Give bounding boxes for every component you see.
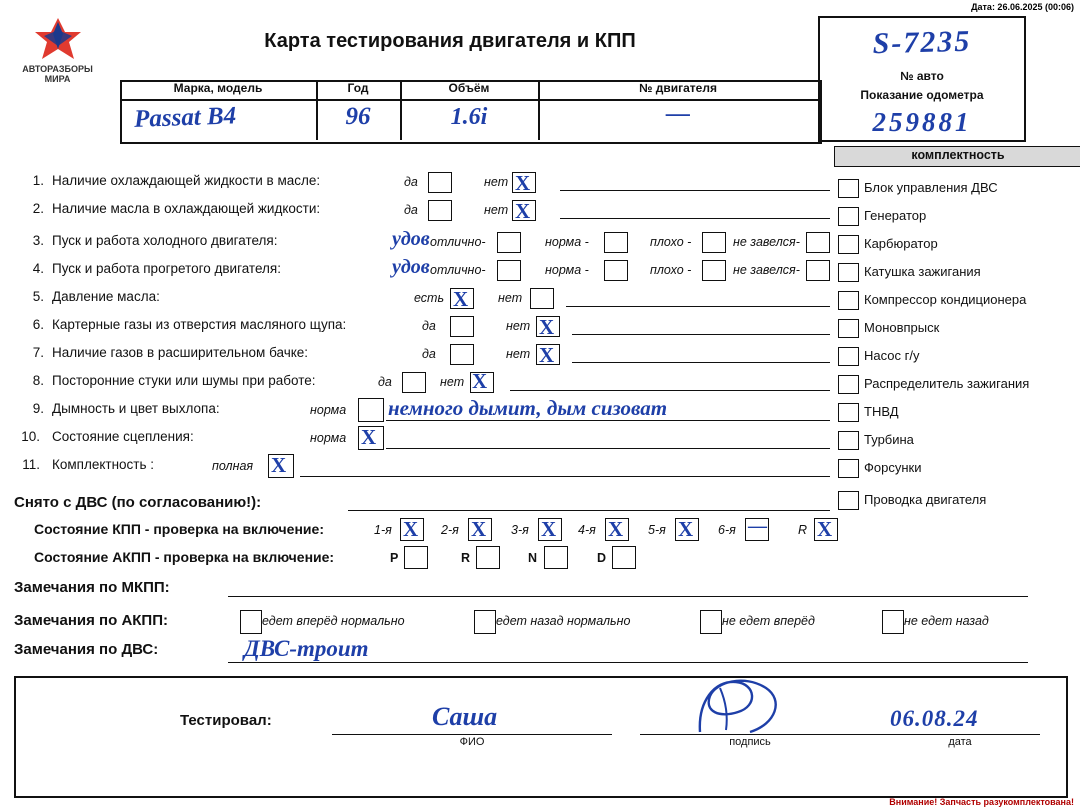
- check-3-opt2-label: плохо -: [650, 235, 692, 249]
- header-val-year: 96: [345, 103, 371, 130]
- signature-caption: подпись: [729, 736, 771, 748]
- check-1-option-yes-label: да: [404, 175, 418, 189]
- check-11-number: 11.: [22, 457, 40, 472]
- akpp-box-p[interactable]: [404, 546, 428, 569]
- check-6-note-line[interactable]: [572, 334, 830, 335]
- complect-label-11: Проводка двигателя: [864, 492, 987, 507]
- gear-label-3: 3-я: [511, 523, 529, 537]
- check-1-label: Наличие охлаждающей жидкости в масле:: [52, 173, 321, 188]
- akpp-box-r[interactable]: [476, 546, 500, 569]
- odometer-value: 259881: [872, 107, 972, 137]
- auto-number-box: [818, 16, 1026, 72]
- complect-label-4: Компрессор кондиционера: [864, 292, 1027, 307]
- name-caption: ФИО: [459, 736, 485, 748]
- gear-label-6: 6-я: [718, 523, 736, 537]
- check-1-option-yes-box[interactable]: [428, 172, 452, 193]
- akpp-note-label-0: едет вперёд нормально: [262, 614, 405, 628]
- gear-mark-r: X: [817, 517, 833, 541]
- check-3-opt3-label: не завелся-: [733, 235, 800, 249]
- check-3-opt0-box[interactable]: [497, 232, 521, 253]
- check-11-label: Комплектность :: [52, 457, 155, 472]
- check-9-label: Дымность и цвет выхлопа:: [52, 401, 220, 416]
- complect-label-6: Насос г/у: [864, 348, 920, 363]
- check-8-opt0-label: да: [378, 375, 392, 389]
- gear-label-5: 5-я: [648, 523, 666, 537]
- tested-by-label: Тестировал:: [180, 712, 272, 729]
- check-5-number: 5.: [32, 289, 44, 304]
- check-6-mark: X: [539, 315, 555, 339]
- check-2-mark: X: [515, 199, 531, 223]
- complect-box-6[interactable]: [838, 347, 859, 366]
- akpp-notes-label: Замечания по АКПП:: [14, 612, 168, 629]
- akpp-label-r: R: [461, 551, 471, 565]
- akpp-note-box-2[interactable]: [700, 610, 722, 634]
- mkpp-notes-label: Замечания по МКПП:: [14, 579, 170, 596]
- complect-label-9: Турбина: [864, 432, 914, 447]
- check-11-mark: X: [271, 453, 287, 477]
- header-col-brand: Марка, модель: [120, 80, 318, 99]
- check-7-mark: X: [539, 343, 555, 367]
- check-8-number: 8.: [32, 373, 44, 388]
- akpp-label-n: N: [528, 551, 538, 565]
- check-7-label: Наличие газов в расширительном бачке:: [52, 345, 309, 360]
- company-logo: [0, 10, 115, 90]
- complect-box-10[interactable]: [838, 459, 859, 478]
- check-10-number: 10.: [21, 429, 40, 444]
- date-line[interactable]: [880, 734, 1040, 735]
- date-caption: дата: [948, 736, 972, 748]
- mkpp-check-label: Состояние КПП - проверка на включение:: [34, 521, 324, 537]
- check-7-opt0-box[interactable]: [450, 344, 474, 365]
- akpp-label-p: P: [390, 551, 399, 565]
- akpp-note-box-1[interactable]: [474, 610, 496, 634]
- gear-label-1: 1-я: [374, 523, 392, 537]
- check-4-opt0-label: отлично-: [430, 263, 486, 277]
- check-1-note-line[interactable]: [560, 190, 830, 191]
- header-val-engine-cell: [538, 99, 818, 140]
- check-2-note-line[interactable]: [560, 218, 830, 219]
- akpp-note-label-3: не едет назад: [904, 614, 989, 628]
- akpp-box-n[interactable]: [544, 546, 568, 569]
- complect-box-2[interactable]: [838, 235, 859, 254]
- gear-mark-3: X: [541, 517, 557, 541]
- header-val-brand-cell: [120, 99, 318, 140]
- check-3-handwritten: удов: [392, 228, 430, 250]
- check-9-opt0-box[interactable]: [358, 398, 384, 422]
- check-10-opt0-label: норма: [310, 431, 347, 445]
- check-2-label: Наличие масла в охлаждающей жидкости:: [52, 201, 321, 216]
- complect-label-10: Форсунки: [864, 460, 922, 475]
- dvs-notes-line[interactable]: [228, 662, 1028, 663]
- check-4-opt3-label: не завелся-: [733, 263, 800, 277]
- logo-text: [22, 65, 93, 85]
- check-7-number: 7.: [32, 345, 44, 360]
- complect-box-9[interactable]: [838, 431, 859, 450]
- check-6-opt0-box[interactable]: [450, 316, 474, 337]
- check-8-label: Посторонние стуки или шумы при работе:: [52, 373, 316, 388]
- header-col-volume: Объём: [400, 80, 540, 99]
- complect-label-5: Моновпрыск: [864, 320, 940, 335]
- header-val-engine: —: [666, 101, 690, 127]
- akpp-note-label-1: едет назад нормально: [496, 614, 631, 628]
- check-1-number: 1.: [32, 173, 44, 188]
- name-line[interactable]: [332, 734, 612, 735]
- complect-box-7[interactable]: [838, 375, 859, 394]
- check-7-opt0-label: да: [422, 347, 436, 361]
- check-2-option-no-label: нет: [484, 203, 509, 217]
- check-8-mark: X: [472, 369, 488, 393]
- akpp-note-label-2: не едет вперёд: [722, 614, 815, 628]
- signature-line[interactable]: [640, 734, 880, 735]
- check-10-mark: X: [361, 425, 377, 449]
- akpp-check-label: Состояние АКПП - проверка на включение:: [34, 549, 335, 565]
- check-7-note-line[interactable]: [572, 362, 830, 363]
- complect-box-5[interactable]: [838, 319, 859, 338]
- complect-label-8: ТНВД: [864, 404, 899, 419]
- mkpp-notes-line[interactable]: [228, 596, 1028, 597]
- check-3-opt2-box[interactable]: [702, 232, 726, 253]
- check-4-opt1-box[interactable]: [604, 260, 628, 281]
- check-9-handwritten: немного дымит, дым сизоват: [388, 396, 668, 420]
- akpp-box-d[interactable]: [612, 546, 636, 569]
- check-4-opt0-box[interactable]: [497, 260, 521, 281]
- removed-from-engine-line[interactable]: [348, 510, 830, 511]
- logo-line1: АВТОРАЗБОРЫ: [22, 63, 93, 74]
- complect-box-11[interactable]: [838, 491, 859, 510]
- complect-box-3[interactable]: [838, 263, 859, 282]
- complect-label-3: Катушка зажигания: [864, 264, 981, 279]
- header-col-year: Год: [316, 80, 402, 99]
- akpp-note-box-0[interactable]: [240, 610, 262, 634]
- check-4-number: 4.: [32, 261, 44, 276]
- dvs-notes-value: ДВС-троит: [244, 636, 369, 661]
- complect-box-8[interactable]: [838, 403, 859, 422]
- check-3-opt3-box[interactable]: [806, 232, 830, 253]
- check-10-label: Состояние сцепления:: [52, 429, 194, 444]
- auto-number-value: S-7235: [872, 24, 972, 61]
- gear-label-r: R: [798, 523, 808, 537]
- check-3-opt1-label: норма -: [545, 235, 589, 249]
- check-5-label: Давление масла:: [52, 289, 160, 304]
- check-5-opt1-label: нет: [498, 291, 523, 305]
- page-title: Карта тестирования двигателя и КПП: [264, 30, 636, 52]
- name-value: Саша: [432, 702, 498, 731]
- complect-box-1[interactable]: [838, 207, 859, 226]
- check-4-opt1-label: норма -: [545, 263, 589, 277]
- auto-number-label: № авто: [818, 68, 1026, 89]
- bottom-warning: Внимание! Запчасть разукомплектована!: [889, 797, 1074, 807]
- check-7-opt1-label: нет: [506, 347, 531, 361]
- check-1-option-no-label: нет: [484, 175, 509, 189]
- header-val-volume: 1.6i: [450, 104, 488, 130]
- star-icon: [31, 16, 85, 62]
- complect-box-4[interactable]: [838, 291, 859, 310]
- complect-label-2: Карбюратор: [864, 236, 938, 251]
- gear-label-2: 2-я: [441, 523, 459, 537]
- check-5-mark: X: [453, 287, 469, 311]
- check-2-number: 2.: [32, 201, 44, 216]
- check-9-opt0-label: норма: [310, 403, 347, 417]
- complect-label-7: Распределитель зажигания: [864, 376, 1030, 391]
- check-6-opt1-label: нет: [506, 319, 531, 333]
- akpp-note-box-3[interactable]: [882, 610, 904, 634]
- check-8-note-line[interactable]: [510, 390, 830, 391]
- check-6-opt0-label: да: [422, 319, 436, 333]
- check-5-note-line[interactable]: [566, 306, 830, 307]
- header-val-year-cell: [316, 99, 402, 140]
- odometer-label: Показание одометра: [818, 87, 1026, 108]
- odometer-value-box: [818, 106, 1026, 142]
- check-4-opt3-box[interactable]: [806, 260, 830, 281]
- logo-line2: МИРА: [44, 73, 71, 84]
- check-11-note-line[interactable]: [300, 476, 830, 477]
- check-3-label: Пуск и работа холодного двигателя:: [52, 233, 278, 248]
- check-2-option-yes-label: да: [404, 203, 418, 217]
- gear-mark-6: —: [748, 516, 767, 537]
- check-6-label: Картерные газы из отверстия масляного щупа:: [52, 317, 347, 332]
- date-value: 06.08.24: [890, 706, 979, 731]
- removed-from-engine-label: Снято с ДВС (по согласованию!):: [14, 494, 262, 511]
- gear-label-4: 4-я: [578, 523, 596, 537]
- check-8-opt0-box[interactable]: [402, 372, 426, 393]
- complect-box-0[interactable]: [838, 179, 859, 198]
- check-4-opt2-box[interactable]: [702, 260, 726, 281]
- check-3-opt1-box[interactable]: [604, 232, 628, 253]
- check-3-opt0-label: отлично-: [430, 235, 486, 249]
- check-9-number: 9.: [32, 401, 44, 416]
- check-11-opt0-label: полная: [212, 459, 254, 473]
- check-8-opt1-label: нет: [440, 375, 465, 389]
- check-4-label: Пуск и работа прогретого двигателя:: [52, 261, 281, 276]
- check-5-opt1-box[interactable]: [530, 288, 554, 309]
- header-col-engine-no: № двигателя: [639, 81, 717, 95]
- check-4-handwritten: удов: [392, 256, 430, 278]
- header-val-volume-cell: [400, 99, 540, 140]
- complect-label-0: Блок управления ДВС: [864, 180, 998, 195]
- dvs-notes-label: Замечания по ДВС:: [14, 641, 159, 658]
- check-3-number: 3.: [32, 233, 44, 248]
- check-10-note-line[interactable]: [386, 448, 830, 449]
- complect-header: комплектность: [834, 146, 1080, 167]
- gear-mark-2: X: [471, 517, 487, 541]
- akpp-label-d: D: [597, 551, 607, 565]
- gear-mark-1: X: [403, 517, 419, 541]
- complect-label-1: Генератор: [864, 208, 927, 223]
- check-2-option-yes-box[interactable]: [428, 200, 452, 221]
- check-6-number: 6.: [32, 317, 44, 332]
- check-5-opt0-label: есть: [414, 291, 445, 305]
- gear-mark-5: X: [678, 517, 694, 541]
- gear-mark-4: X: [608, 517, 624, 541]
- header-val-brand: Passat B4: [133, 102, 237, 133]
- check-1-mark: X: [515, 171, 531, 195]
- check-4-opt2-label: плохо -: [650, 263, 692, 277]
- top-date-stamp: Дата: 26.06.2025 (00:06): [971, 2, 1074, 12]
